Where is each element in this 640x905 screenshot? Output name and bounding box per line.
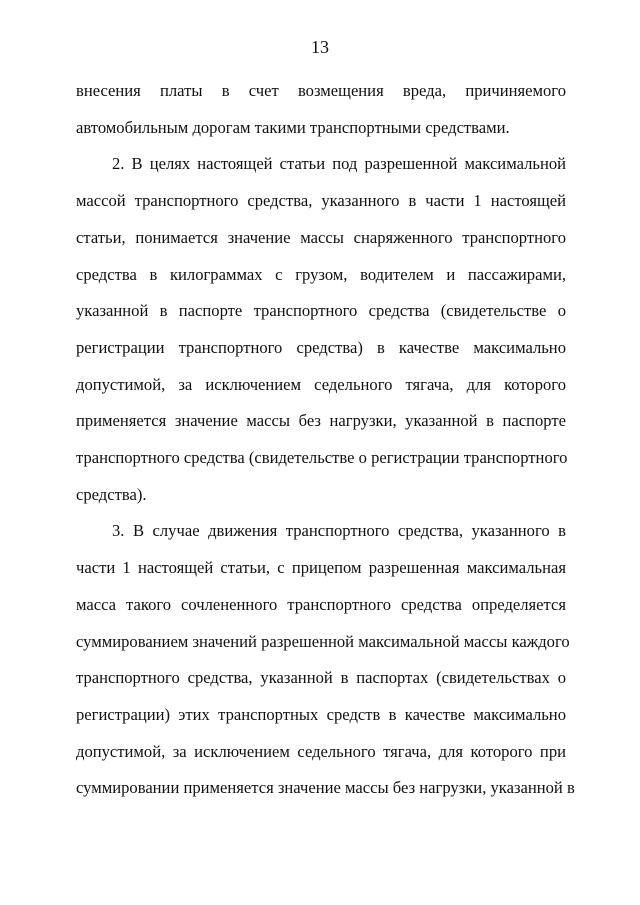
text-line: допустимой, за исключением седельного тягача, для которого при bbox=[76, 741, 566, 761]
text-line: внесения платы в счет возмещения вреда, причиняемого bbox=[76, 81, 566, 100]
paragraph-continuation bbox=[76, 73, 566, 146]
text-line: суммированием значений разрешенной максимальной массы каждого bbox=[76, 631, 570, 651]
text-line: статьи, понимается значение массы снаряженного транспортного bbox=[76, 227, 566, 247]
text-line: применяется значение массы без нагрузки, указанной в паспорте bbox=[76, 411, 566, 431]
text-line: средства в килограммах с грузом, водителем и пассажирами, bbox=[76, 264, 566, 284]
text-line: массой транспортного средства, указанного в части 1 настоящей bbox=[76, 191, 566, 211]
text-line: указанной в паспорте транспортного средства (свидетельстве о bbox=[76, 301, 566, 321]
text-line: автомобильным дорогам такими транспортными средствами. bbox=[76, 117, 510, 137]
text-line: средства). bbox=[76, 484, 147, 504]
text-line: допустимой, за исключением седельного тягача, для которого bbox=[76, 374, 566, 394]
text-line: регистрации транспортного средства) в качестве максимально bbox=[76, 337, 566, 357]
text-line: 3. В случае движения транспортного средства, указанного в bbox=[112, 521, 566, 541]
text-line: масса такого сочлененного транспортного средства определяется bbox=[76, 594, 566, 614]
text-line: транспортного средства (свидетельстве о регистрации транспортного bbox=[76, 448, 568, 468]
document-body bbox=[76, 73, 575, 807]
text-line: транспортного средства, указанной в паспортах (свидетельствах о bbox=[76, 668, 566, 688]
page-number: 13 bbox=[311, 37, 329, 57]
text-line: части 1 настоящей статьи, с прицепом разрешенная максимальная bbox=[76, 558, 566, 578]
paragraph-2 bbox=[76, 146, 566, 513]
text-line: регистрации) этих транспортных средств в качестве максимально bbox=[76, 704, 566, 724]
text-line: суммировании применяется значение массы без нагрузки, указанной в bbox=[76, 778, 575, 798]
text-line: 2. В целях настоящей статьи под разрешенной максимальной bbox=[112, 154, 566, 174]
paragraph-3 bbox=[76, 513, 575, 807]
